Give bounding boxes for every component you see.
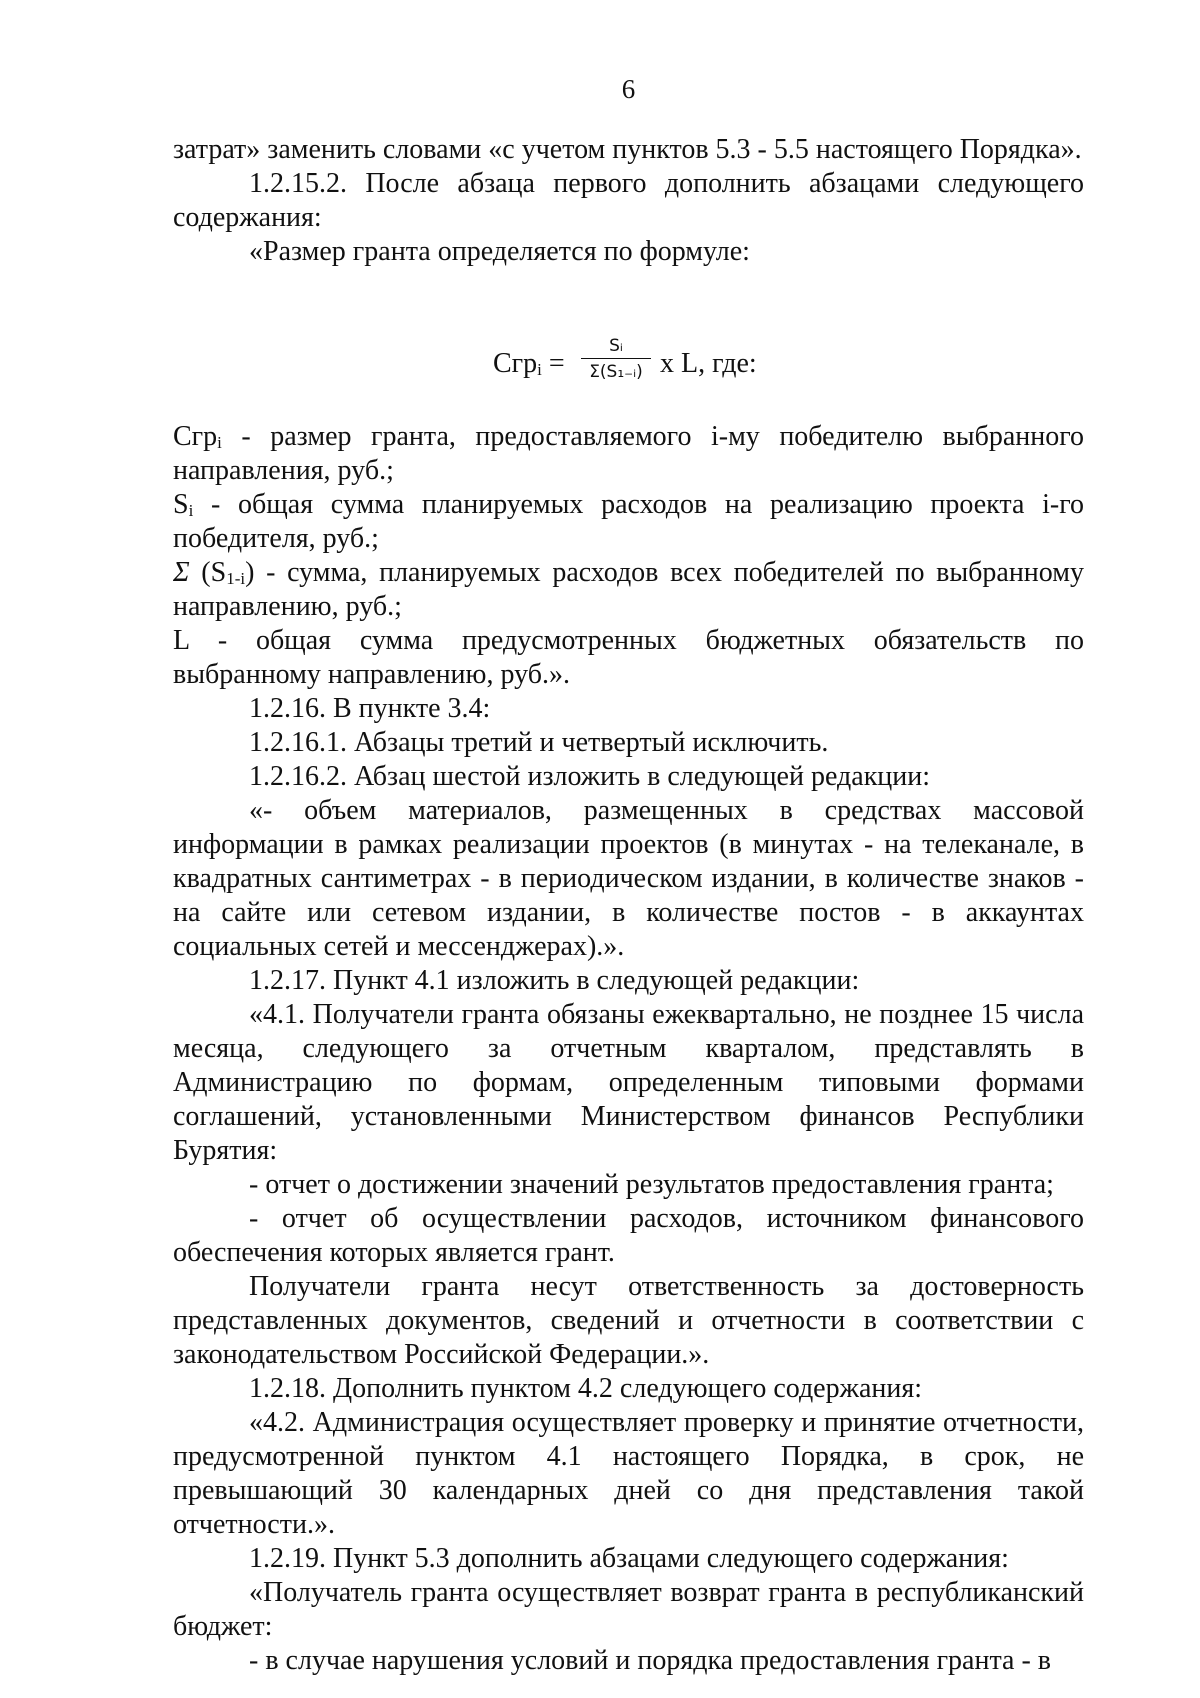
paragraph: 1.2.15.2. После абзаца первого дополнить абзацами следующего содержания: (173, 168, 1084, 233)
grant-formula (173, 335, 1084, 395)
definition-item: L - общая сумма предусмотренных бюджетных обязательств по выбранному направлению, руб.». (173, 625, 1084, 690)
paragraph: 1.2.18. Дополнить пунктом 4.2 следующего содержания: (249, 1373, 923, 1404)
paragraph: «- объем материалов, размещенных в средствах массовой информации в рамках реализации проектов (в минутах - на телеканале, в квадратных сантиметрах - в периодическом издании, в количестве знаков - на сайте или сетевом издании, в количестве постов - в аккаунтах социальных сетей и мессенджерах).». (173, 795, 1084, 962)
formula-lhs: Сгр$_i$ = (493, 348, 565, 379)
paragraph: Получатели гранта несут ответственность за достоверность представленных документов, сведений и отчетности в соответствии с законодательством Российской Федерации.». (173, 1271, 1084, 1370)
paragraph: «4.2. Администрация осуществляет проверку и принятие отчетности, предусмотренной пунктом 4.1 настоящего Порядка, в срок, не превышающий 30 календарных дней со дня представления такой отчетности.». (173, 1407, 1084, 1540)
paragraph: «Размер гранта определяется по формуле: (249, 236, 750, 267)
paragraph: «Получатель гранта осуществляет возврат гранта в республиканский бюджет: (173, 1577, 1084, 1642)
definition-item: Сгр$_i$ - размер гранта, предоставляемого i-му победителю выбранного направления, руб.; (173, 421, 1084, 486)
formula-rhs: x L, где: (660, 348, 757, 379)
paragraph: 1.2.16.1. Абзацы третий и четвертый исключить. (249, 727, 829, 758)
formula-numerator: Sᵢ (609, 336, 623, 356)
paragraph: - отчет об осуществлении расходов, источником финансового обеспечения которых является грант. (173, 1203, 1084, 1268)
page-number: 6 (621, 74, 636, 104)
document-page (173, 0, 1084, 1698)
paragraph: затрат» заменить словами «с учетом пунктов 5.3 - 5.5 настоящего Порядка». (173, 134, 1082, 165)
paragraph: - в случае нарушения условий и порядка предоставления гранта - в (249, 1645, 1052, 1676)
definitions (173, 420, 1084, 1678)
paragraph: 1.2.17. Пункт 4.1 изложить в следующей редакции: (249, 965, 860, 996)
top-text (173, 133, 1084, 269)
formula-fraction (581, 335, 651, 383)
paragraph: 1.2.16. В пункте 3.4: (249, 693, 491, 724)
paragraph: 1.2.19. Пункт 5.3 дополнить абзацами следующего содержания: (249, 1543, 1009, 1574)
definition-item: $S_i$ - общая сумма планируемых расходов на реализацию проекта i-го победителя, руб.; (173, 489, 1084, 554)
definition-item: Σ $(S_{1-i})$ - сумма, планируемых расходов всех победителей по выбранному направлению, руб.; (173, 557, 1084, 622)
paragraph: - отчет о достижении значений результатов предоставления гранта; (249, 1169, 1054, 1200)
fraction-bar (581, 358, 651, 359)
formula-denominator: Σ(S₁₋ᵢ) (589, 362, 643, 382)
paragraph: «4.1. Получатели гранта обязаны ежеквартально, не позднее 15 числа месяца, следующего за отчетным кварталом, представлять в Администрацию по формам, определенным типовыми формами соглашений, установленными Министерством финансов Республики Бурятия: (173, 999, 1084, 1166)
paragraph: 1.2.16.2. Абзац шестой изложить в следующей редакции: (249, 761, 931, 792)
